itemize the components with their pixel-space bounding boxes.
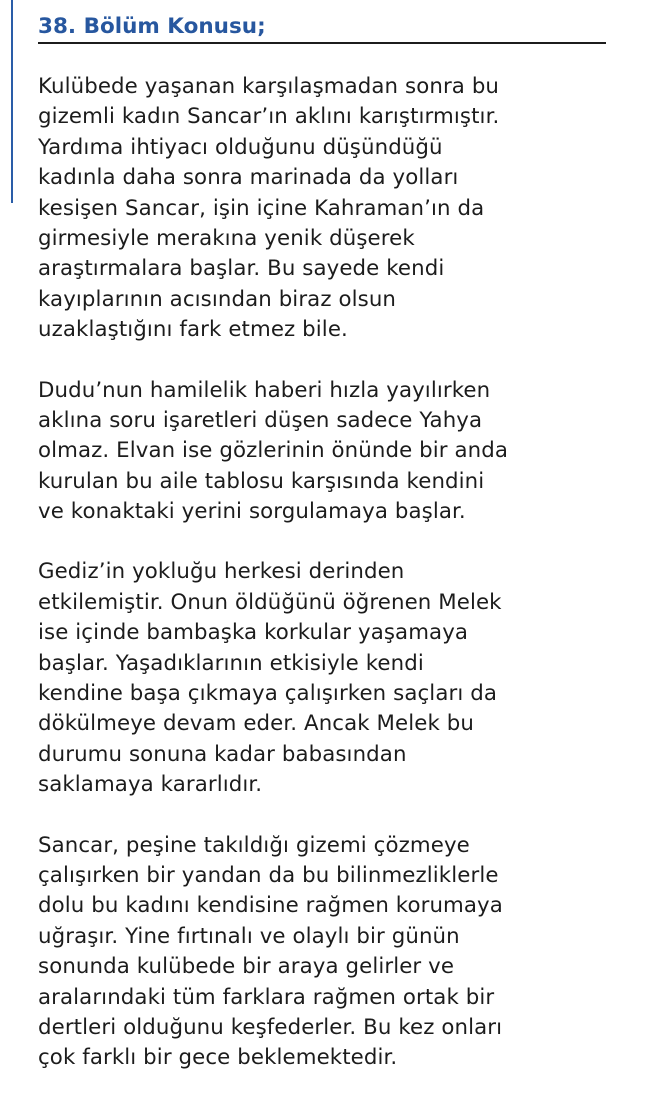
text-line: sonunda kulübede bir araya gelirler ve	[38, 954, 455, 980]
text-line: kesişen Sancar, işin içine Kahraman’ın da	[38, 195, 485, 221]
text-line: çalışırken bir yandan da bu bilinmezliklerle	[38, 862, 499, 888]
text-line: durumu sonuna kadar babasından	[38, 741, 407, 767]
text-line: Dudu’nun hamilelik haberi hızla yayılırken	[38, 377, 491, 403]
text-line: Yardıma ihtiyacı olduğunu düşündüğü	[38, 134, 443, 160]
text-line: aralarındaki tüm farklara rağmen ortak bir	[38, 984, 495, 1010]
text-line: saklamaya kararlıdır.	[38, 772, 263, 798]
text-line: olmaz. Elvan ise gözlerinin önünde bir anda	[38, 438, 509, 464]
text-line: dolu bu kadını kendisine rağmen korumaya	[38, 893, 503, 919]
text-line: Kulübede yaşanan karşılaşmadan sonra bu	[38, 74, 500, 99]
paragraph-2	[38, 376, 654, 528]
section-heading: 38. Bölüm Konusu;	[38, 12, 606, 44]
text-line: kayıplarının acısından biraz olsun	[38, 286, 397, 312]
text-line: araştırmalara başlar. Bu sayede kendi	[38, 256, 445, 282]
text-line: uzaklaştığını fark etmez bile.	[38, 317, 348, 343]
text-line: girmesiyle merakına yenik düşerek	[38, 225, 415, 251]
text-line: ise içinde bambaşka korkular yaşamaya	[38, 620, 469, 646]
text-line: gizemli kadın Sancar’ın aklını karıştırmıştır.	[38, 104, 500, 130]
paragraph-4	[38, 831, 654, 1074]
text-line: başlar. Yaşadıklarının etkisiyle kendi	[38, 650, 424, 676]
summary-body	[38, 72, 654, 1104]
text-line: kendine başa çıkmaya çalışırken saçları da	[38, 681, 497, 707]
text-line: kurulan bu aile tablosu karşısında kendini	[38, 468, 485, 494]
text-line: uğraşır. Yine fırtınalı ve olaylı bir günün	[38, 923, 460, 949]
text-line: aklına soru işaretleri düşen sadece Yahya	[38, 407, 483, 433]
text-line: ve konaktaki yerini sorgulamaya başlar.	[38, 499, 466, 525]
text-line: Gediz’in yokluğu herkesi derinden	[38, 559, 405, 585]
text-line: dökülmeye devam eder. Ancak Melek bu	[38, 711, 474, 737]
text-line: Sancar, peşine takıldığı gizemi çözmeye	[38, 832, 470, 858]
text-line: çok farklı bir gece beklemektedir.	[38, 1045, 398, 1071]
text-line: etkilemiştir. Onun öldüğünü öğrenen Melek	[38, 589, 502, 615]
text-line: dertleri olduğunu keşfederler. Bu kez onları	[38, 1014, 503, 1040]
text-line: kadınla daha sonra marinada da yolları	[38, 165, 459, 191]
paragraph-1	[38, 72, 654, 346]
left-margin-rule	[11, 0, 13, 203]
paragraph-3	[38, 557, 654, 800]
